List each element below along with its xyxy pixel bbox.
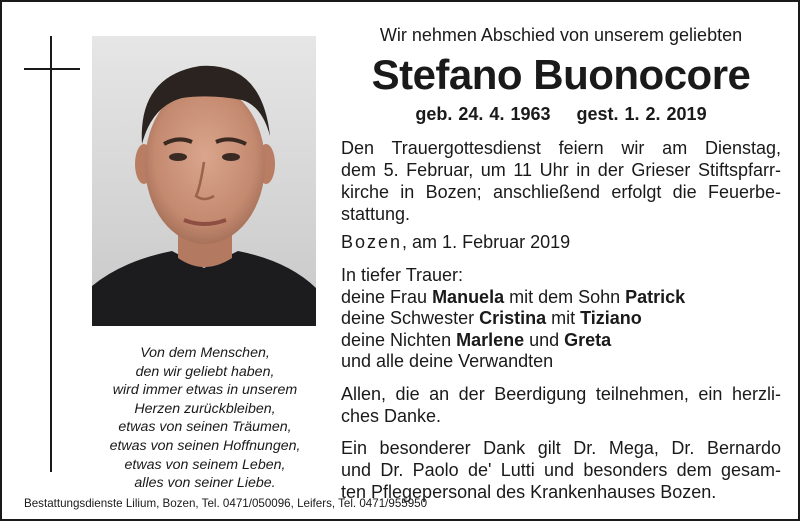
birth-date: geb. 24. 4. 1963 (415, 104, 551, 124)
mourner-relation: mit (546, 308, 581, 328)
paragraph-line: und Dr. Paolo de' Lutti und besonders dem gesam- (341, 459, 781, 480)
mourner-row (341, 351, 781, 373)
mourner-name: Patrick (625, 286, 686, 307)
mourner-row (341, 330, 781, 352)
paragraph-line: ches Danke. (341, 405, 442, 426)
cross-vertical-bar (50, 36, 52, 472)
poem-line: wird immer etwas in unserem (112, 382, 298, 399)
paragraph-line: stattung. (341, 204, 411, 224)
mourner-relation: und alle deine Verwandten (341, 351, 554, 371)
poem-line: etwas von seinen Träumen, (118, 419, 292, 436)
memorial-poem (88, 344, 322, 493)
mourner-name: Marlene (456, 329, 525, 350)
deceased-name: Stefano Buonocore (371, 51, 751, 98)
cross-horizontal-bar (24, 68, 80, 70)
intro-line: Wir nehmen Abschied von unserem geliebten (379, 25, 743, 45)
poem-line: etwas von seinen Hoffnungen, (109, 437, 301, 454)
notice-date: , am 1. Februar 2019 (402, 232, 571, 252)
mourners-list (341, 265, 781, 373)
mourner-relation: und (524, 329, 565, 350)
notice-text-column (341, 22, 781, 503)
funeral-home-footer: Bestattungsdienste Lilium, Bozen, Tel. 0471/050096, Leifers, Tel. 0471/955950 (24, 497, 428, 510)
poem-line: den wir geliebt haben, (135, 363, 275, 380)
mourner-relation: mit dem Sohn (504, 286, 626, 307)
paragraph-line: dem 5. Februar, um 11 Uhr in der Grieser Stiftspfarr- (341, 160, 781, 180)
poem-line: Von dem Menschen, (140, 345, 270, 361)
poem-line: Herzen zurückbleiben, (134, 400, 276, 417)
paragraph-line: ten Pflegepersonal des Krankenhauses Bozen. (341, 481, 717, 502)
mourner-relation: deine Nichten (341, 329, 457, 350)
death-date: gest. 1. 2. 2019 (576, 104, 707, 124)
paragraph-line: Allen, die an der Beerdigung teilnehmen, ein herzli- (341, 383, 781, 404)
paragraph-line: Ein besonderer Dank gilt Dr. Mega, Dr. Bernardo (341, 437, 781, 458)
mourner-row (341, 308, 781, 330)
mourner-relation: deine Schwester (341, 308, 480, 328)
place-and-date (341, 231, 781, 253)
mourner-relation: deine Frau (341, 286, 433, 307)
portrait-photo (92, 36, 316, 326)
life-dates (341, 104, 781, 125)
poem-line: alles von seiner Liebe. (134, 475, 276, 492)
thanks-paragraph (341, 383, 781, 427)
mourning-heading: In tiefer Trauer: (341, 265, 464, 285)
poem-line: etwas von seinem Leben, (124, 456, 286, 473)
special-thanks-paragraph (341, 437, 781, 503)
paragraph-line: kirche in Bozen; anschließend erfolgt die Feuerbe- (341, 182, 781, 202)
funeral-service-paragraph (341, 137, 781, 225)
mourner-row (341, 287, 781, 309)
mourner-name: Manuela (432, 286, 505, 307)
paragraph-line: Den Trauergottesdienst feiern wir am Dienstag, (341, 138, 781, 158)
mourner-name: Cristina (479, 308, 547, 328)
mourner-name: Tiziano (580, 308, 642, 328)
place-name: Bozen (341, 232, 403, 252)
mourner-name: Greta (564, 329, 612, 350)
